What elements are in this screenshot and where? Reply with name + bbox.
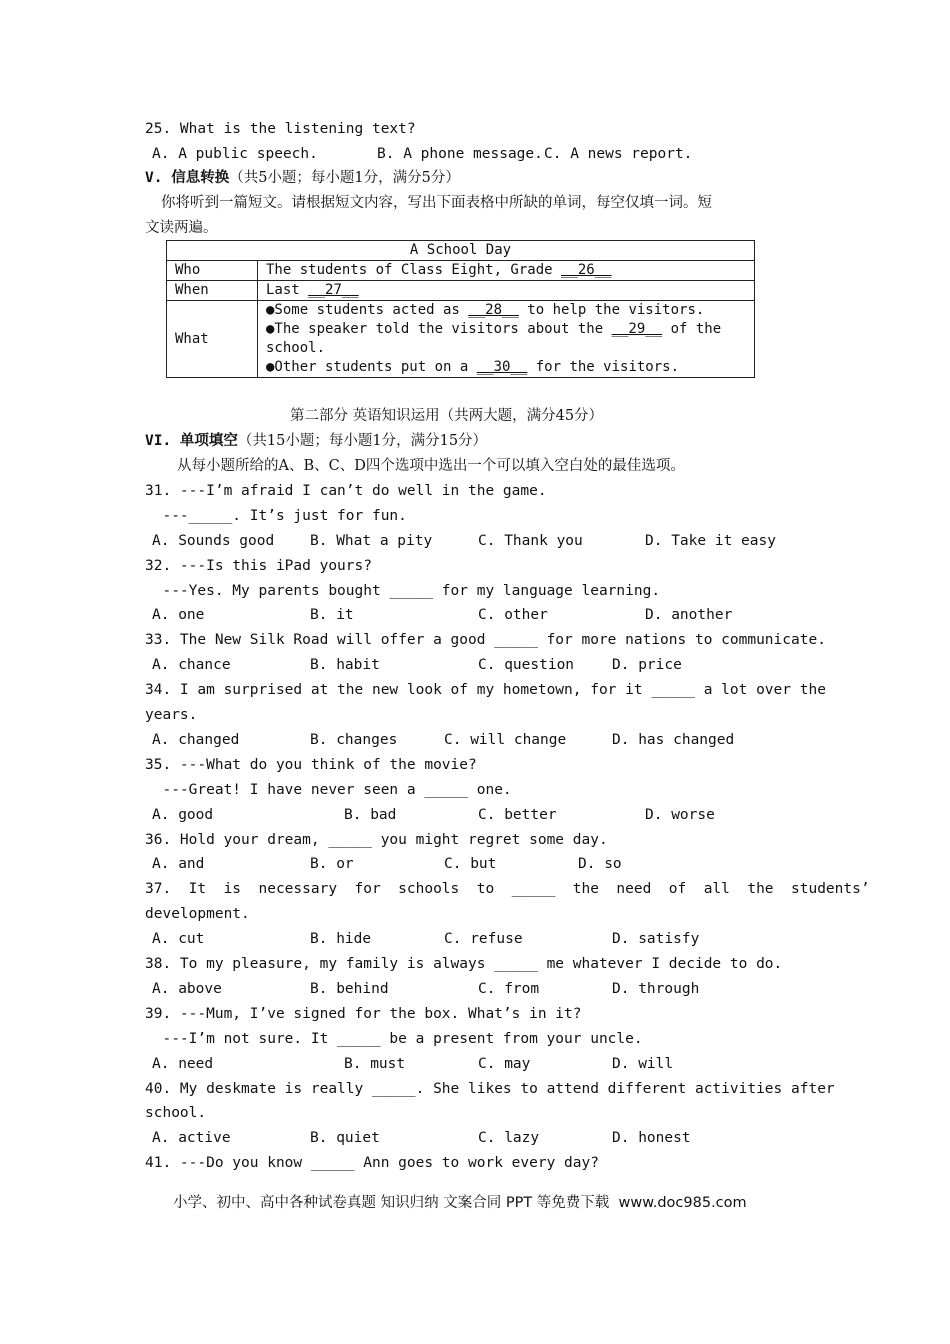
section-6-note: （共15小题；每小题1分，满分15分）	[237, 433, 488, 449]
blank-27: __27__	[308, 282, 359, 298]
option-c: C. but	[444, 856, 497, 872]
section-5-instruction: 你将听到一篇短文。请根据短文内容，写出下面表格中所缺的单词，每空仅填一词。短	[161, 195, 712, 211]
question-38-line: 38. To my pleasure, my family is always _____ me whatever I decide to do.	[145, 956, 783, 972]
option-d: D. has changed	[612, 732, 735, 748]
option-a: A. and	[152, 856, 205, 872]
question-32-line: 32. ---Is this iPad yours?	[145, 558, 372, 574]
question-31-line: 31. ---I’m afraid I can’t do well in the game.	[145, 483, 547, 499]
table-cell-when: Last __27__	[258, 281, 755, 301]
option-c: C. will change	[444, 732, 567, 748]
option-d: D. satisfy	[612, 931, 700, 947]
section-5-heading	[145, 168, 460, 188]
option-d: D. price	[612, 657, 682, 673]
option-d: D. worse	[645, 807, 715, 823]
footer-advert: 小学、初中、高中各种试卷真题 知识归纳 文案合同 PPT 等免费下载 www.doc985.com	[173, 1195, 747, 1211]
option-b: B. quiet	[310, 1130, 380, 1146]
option-c: C. lazy	[478, 1130, 540, 1146]
option-c: C. from	[478, 981, 540, 997]
option-c: C. A news report.	[544, 146, 693, 162]
blank-26: __26__	[561, 262, 612, 278]
section-6-title: 单项填空	[179, 432, 238, 449]
table-label-who: Who	[167, 261, 258, 281]
option-d: D. so	[578, 856, 622, 872]
option-b: B. changes	[310, 732, 398, 748]
option-a: A. need	[152, 1056, 214, 1072]
option-b: B. or	[310, 856, 354, 872]
option-a: A. active	[152, 1130, 231, 1146]
option-b: B. What a pity	[310, 533, 433, 549]
table-cell-who: The students of Class Eight, Grade __26__	[258, 261, 755, 281]
option-b: B. habit	[310, 657, 380, 673]
question-32-line: ---Yes. My parents bought _____ for my language learning.	[145, 583, 661, 599]
table-label-what: What	[167, 301, 258, 378]
question-33-line: 33. The New Silk Road will offer a good _____ for more nations to communicate.	[145, 632, 826, 648]
section-5-number: V.	[145, 170, 172, 186]
question-37-line: 37. It is necessary for schools to _____ the need of all the students’	[145, 881, 870, 897]
option-a: A. chance	[152, 657, 231, 673]
option-a: A. changed	[152, 732, 240, 748]
section-5-note: （共5小题；每小题1分，满分5分）	[229, 170, 460, 186]
blank-28: __28__	[468, 302, 519, 318]
section-6-number: VI.	[145, 433, 180, 449]
question-31-line: ---_____. It’s just for fun.	[145, 508, 407, 524]
option-d: D. Take it easy	[645, 533, 776, 549]
option-a: A. A public speech.	[152, 146, 318, 162]
option-c: C. other	[478, 607, 548, 623]
option-a: A. good	[152, 807, 214, 823]
option-b: B. A phone message.	[377, 146, 543, 162]
question-34-line: 34. I am surprised at the new look of my hometown, for it _____ a lot over the	[145, 682, 826, 698]
question-35-line: 35. ---What do you think of the movie?	[145, 757, 477, 773]
option-b: B. hide	[310, 931, 372, 947]
option-a: A. Sounds good	[152, 533, 275, 549]
section-6-heading	[145, 431, 487, 451]
option-a: A. one	[152, 607, 205, 623]
option-b: B. behind	[310, 981, 389, 997]
school-day-table	[166, 240, 755, 378]
option-c: C. may	[478, 1056, 531, 1072]
question-35-line: ---Great! I have never seen a _____ one.	[145, 782, 512, 798]
option-b: B. must	[344, 1056, 406, 1072]
question-34-line: years.	[145, 707, 198, 723]
table-cell-what: ●Some students acted as __28__ to help the visitors. ●The speaker told the visitors about the __29__ of the school. ●Other students put on a __30__ for the visitors.	[258, 301, 755, 378]
part-2-heading: 第二部分 英语知识运用（共两大题，满分45分）	[290, 408, 604, 424]
option-c: C. question	[478, 657, 575, 673]
option-a: A. above	[152, 981, 222, 997]
question-39-line: ---I’m not sure. It _____ be a present from your uncle.	[145, 1031, 643, 1047]
section-5-title: 信息转换	[171, 169, 230, 186]
option-a: A. cut	[152, 931, 205, 947]
section-6-instruction: 从每小题所给的A、B、C、D四个选项中选出一个可以填入空白处的最佳选项。	[177, 458, 685, 474]
question-36-line: 36. Hold your dream, _____ you might regret some day.	[145, 832, 608, 848]
section-5-instruction-cont: 文读两遍。	[145, 220, 218, 236]
question-37-line: development.	[145, 906, 250, 922]
option-b: B. bad	[344, 807, 397, 823]
question-40-line: 40. My deskmate is really _____. She likes to attend different activities after	[145, 1081, 835, 1097]
table-label-when: When	[167, 281, 258, 301]
option-b: B. it	[310, 607, 354, 623]
option-d: D. honest	[612, 1130, 691, 1146]
question-41-line: 41. ---Do you know _____ Ann goes to work every day?	[145, 1155, 599, 1171]
option-d: D. through	[612, 981, 700, 997]
question-25-stem: 25. What is the listening text?	[145, 121, 416, 137]
option-d: D. another	[645, 607, 733, 623]
question-40-line: school.	[145, 1105, 207, 1121]
question-39-line: 39. ---Mum, I’ve signed for the box. What’s in it?	[145, 1006, 582, 1022]
blank-30: __30__	[476, 359, 528, 375]
blank-29: __29__	[611, 321, 663, 337]
option-c: C. Thank you	[478, 533, 583, 549]
option-c: C. refuse	[444, 931, 523, 947]
option-d: D. will	[612, 1056, 674, 1072]
table-title: A School Day	[167, 241, 755, 261]
option-c: C. better	[478, 807, 557, 823]
